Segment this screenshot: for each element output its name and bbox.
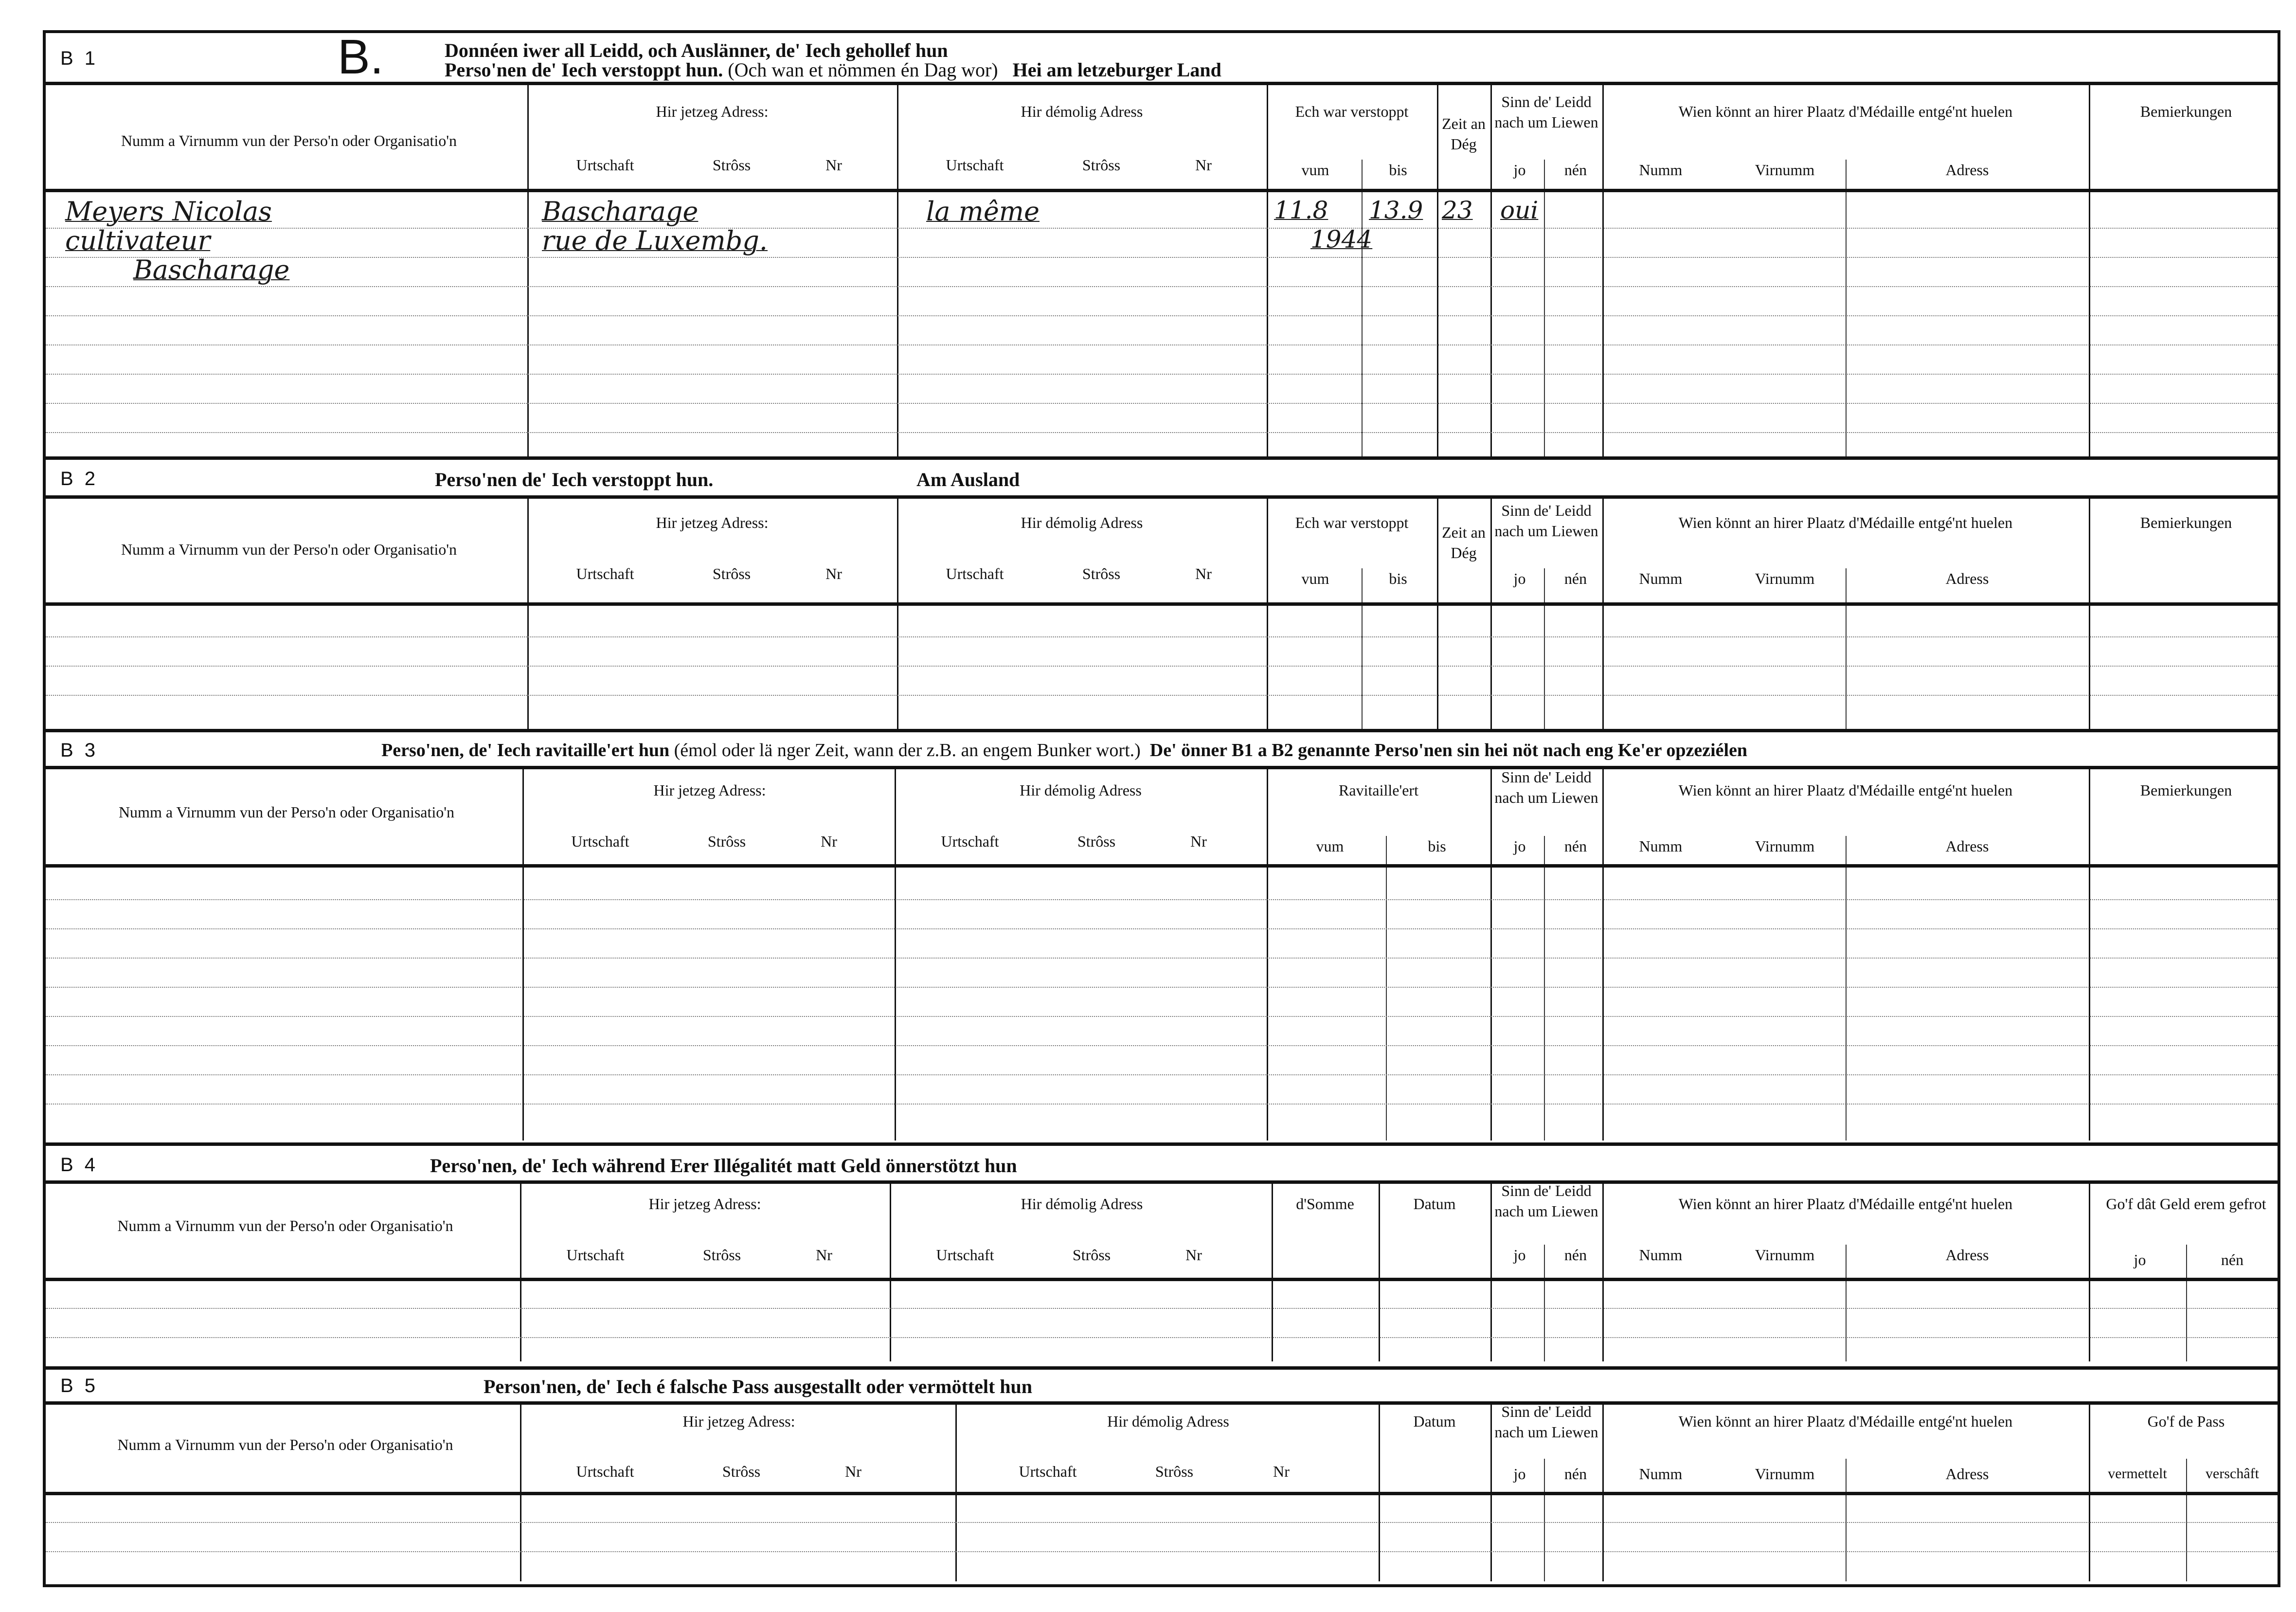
b1-col-divider (1490, 82, 1492, 456)
b1-entry-bis: 13.9 (1369, 196, 1423, 224)
section-b1 (46, 30, 2278, 456)
b3-name-header: Numm a Virnumm vun der Perso'n oder Organisatio'n (118, 803, 455, 821)
b3-title (381, 740, 1747, 761)
b1-row-line (46, 315, 2278, 316)
b3-row-line (46, 1045, 2278, 1046)
b5-title: Person'nen, de' Iech é falsche Pass ausgestallt oder vermöttelt hun (484, 1376, 1033, 1397)
b5-col-divider (520, 1401, 521, 1581)
b1-former-urtschaft-header: Urtschaft (946, 156, 1004, 174)
b3-col-divider (1490, 766, 1492, 1141)
b4-col-divider (2186, 1245, 2187, 1361)
b1-former-nr-header: Nr (1195, 156, 1212, 174)
b1-entry-current-line2: rue de Luxembg. (542, 225, 768, 256)
b4-row-line (46, 1308, 2278, 1309)
b1-urtschaft-header: Urtschaft (576, 156, 634, 174)
b2-days-header: Zeit an Dég (1442, 524, 1486, 561)
b4-row-line (46, 1337, 2278, 1338)
b1-title-line2-end: Hei am letzeburger Land (1012, 59, 1221, 81)
b1-former-address-header: Hir démolig Adress (1021, 103, 1143, 120)
b3-medal-header: Wien könnt an hirer Plaatz d'Médaille entgé'nt huelen (1678, 781, 2013, 799)
b2-col-divider (1267, 495, 1268, 729)
b5-numm-header: Numm (1639, 1465, 1683, 1483)
b1-entry-current-line1: Bascharage (542, 196, 699, 227)
b3-remarks-header: Bemierkungen (2140, 781, 2232, 799)
b1-medal-header: Wien könnt an hirer Plaatz d'Médaille entgé'nt huelen (1678, 103, 2013, 120)
b2-medal-header: Wien könnt an hirer Plaatz d'Médaille entgé'nt huelen (1678, 514, 2013, 531)
b2-stross-header: Strôss (712, 565, 751, 582)
b3-row-line (46, 958, 2278, 959)
b1-row-line (46, 286, 2278, 287)
b3-bis-header: bis (1428, 837, 1446, 855)
b3-row-line (46, 1016, 2278, 1017)
b5-vermettelt-header: vermettelt (2108, 1466, 2167, 1482)
b3-row-line (46, 1074, 2278, 1075)
b2-col-divider (2089, 495, 2090, 729)
b3-col-divider (1267, 766, 1268, 1141)
b4-gof-header: Go'f dât Geld erem gefrot (2106, 1195, 2266, 1213)
b2-virnumm-header: Virnumm (1755, 570, 1815, 587)
b5-col-divider (2089, 1401, 2090, 1581)
b1-header-rule (46, 189, 2278, 192)
b2-bottom-rule (46, 729, 2278, 732)
b1-bis-header: bis (1389, 161, 1407, 179)
b1-bottom-rule (46, 456, 2278, 460)
b3-row-line (46, 928, 2278, 929)
b2-top-rule (46, 495, 2278, 499)
b2-col-divider (1846, 568, 1847, 729)
b2-col-divider (1437, 495, 1438, 729)
b3-title-normal: (émol oder lä nger Zeit, wann der z.B. an engem Bunker wort.) (674, 740, 1141, 761)
b3-current-address-header: Hir jetzeg Adress: (653, 781, 766, 799)
b2-row-line (46, 636, 2278, 637)
b1-entry-year: 1944 (1310, 225, 1373, 254)
b1-title-line1: Donnéen iwer all Leidd, och Auslänner, de' Iech gehollef hun (445, 39, 948, 61)
b3-stross-header: Strôss (707, 833, 746, 850)
b3-nr-header: Nr (821, 833, 837, 850)
b5-former-address-header: Hir démolig Adress (1107, 1413, 1229, 1430)
b1-title-line2 (445, 58, 1221, 81)
b4-col-divider (1379, 1180, 1380, 1361)
b3-title-bold: Perso'nen, de' Iech ravitaille'ert hun (381, 740, 670, 761)
b1-name-header: Numm a Virnumm vun der Perso'n oder Organisatio'n (121, 132, 457, 149)
b3-jo-header: jo (1513, 837, 1526, 855)
b1-col-divider (1267, 82, 1268, 456)
b1-entry-vum: 11.8 (1274, 196, 1328, 224)
b3-col-divider (1846, 836, 1847, 1141)
b2-col-divider (1602, 495, 1604, 729)
b1-col-divider (1362, 160, 1363, 456)
section-label-b2: B 2 (60, 468, 99, 489)
b2-former-stross-header: Strôss (1082, 565, 1121, 582)
b3-title-end: De' önner B1 a B2 genannte Perso'nen sin hei nöt nach eng Ke'er opzeziélen (1149, 740, 1748, 761)
b4-jo-header: jo (1513, 1246, 1526, 1264)
b1-entry-name-line2: cultivateur (65, 225, 211, 256)
b5-medal-header: Wien könnt an hirer Plaatz d'Médaille entgé'nt huelen (1678, 1413, 2013, 1430)
b4-current-address-header: Hir jetzeg Adress: (648, 1195, 761, 1213)
b4-urtschaft-header: Urtschaft (566, 1246, 625, 1264)
b3-header-rule (46, 864, 2278, 868)
b4-header-rule (46, 1278, 2278, 1281)
b4-stross-header: Strôss (702, 1246, 741, 1264)
b4-virnumm-header: Virnumm (1755, 1246, 1815, 1264)
b5-former-stross-header: Strôss (1155, 1463, 1194, 1480)
section-b3 (46, 734, 2278, 1147)
b2-bis-header: bis (1389, 570, 1407, 587)
b4-top-rule (46, 1180, 2278, 1184)
b1-entry-days: 23 (1442, 196, 1473, 224)
b4-col-divider (1490, 1180, 1492, 1361)
b2-title-end: Am Ausland (916, 469, 1020, 490)
b1-entry-former: la même (926, 196, 1040, 227)
section-b5 (46, 1371, 2278, 1585)
b2-urtschaft-header: Urtschaft (576, 565, 634, 582)
b1-hidden-header: Ech war verstoppt (1295, 103, 1409, 120)
b4-former-urtschaft-header: Urtschaft (936, 1246, 994, 1264)
b5-current-address-header: Hir jetzeg Adress: (682, 1413, 795, 1430)
b3-col-divider (895, 766, 896, 1141)
section-label-b4: B 4 (60, 1154, 99, 1176)
b2-row-line (46, 666, 2278, 667)
b1-numm-header: Numm (1639, 161, 1683, 179)
b5-urtschaft-header: Urtschaft (576, 1463, 634, 1480)
b4-col-divider (1544, 1245, 1545, 1361)
b4-gof-jo-header: jo (2134, 1251, 2146, 1268)
b4-nr-header: Nr (816, 1246, 832, 1264)
b5-former-nr-header: Nr (1273, 1463, 1290, 1480)
b5-top-rule (46, 1401, 2278, 1405)
b4-medal-header: Wien könnt an hirer Plaatz d'Médaille entgé'nt huelen (1678, 1195, 2013, 1213)
b2-col-divider (527, 495, 529, 729)
b2-adress-header: Adress (1945, 570, 1989, 587)
b5-row-line (46, 1551, 2278, 1552)
b4-title: Perso'nen, de' Iech während Erer Illégalitét matt Geld önnerstötzt hun (430, 1155, 1017, 1177)
b4-col-divider (890, 1180, 891, 1361)
b4-alive-header: Sinn de' Leidd nach um Liewen (1494, 1182, 1598, 1220)
b1-row-line (46, 432, 2278, 433)
b1-col-divider (2089, 82, 2090, 456)
b1-nr-header: Nr (825, 156, 842, 174)
b1-remarks-header: Bemierkungen (2140, 103, 2232, 120)
b1-former-stross-header: Strôss (1082, 156, 1121, 174)
b2-former-urtschaft-header: Urtschaft (946, 565, 1004, 582)
b3-virnumm-header: Virnumm (1755, 837, 1815, 855)
b3-top-rule (46, 766, 2278, 769)
b2-former-nr-header: Nr (1195, 565, 1212, 582)
b4-numm-header: Numm (1639, 1246, 1683, 1264)
b2-col-divider (1544, 568, 1545, 729)
b5-col-divider (1490, 1401, 1492, 1581)
b1-stross-header: Strôss (712, 156, 751, 174)
b3-col-divider (1386, 836, 1387, 1141)
b2-row-line (46, 695, 2278, 696)
b1-top-rule (46, 82, 2278, 85)
b5-name-header: Numm a Virnumm vun der Perso'n oder Organisatio'n (117, 1436, 453, 1453)
b2-header-rule (46, 602, 2278, 606)
b1-jo-header: jo (1513, 161, 1526, 179)
section-label-b1: B 1 (60, 48, 99, 69)
form-sheet (43, 30, 2280, 1587)
b5-gof-header: Go'f de Pass (2147, 1413, 2225, 1430)
b1-nen-header: nén (1564, 161, 1587, 179)
b3-former-stross-header: Strôss (1077, 833, 1116, 850)
b1-col-divider (1846, 160, 1847, 456)
b1-adress-header: Adress (1945, 161, 1989, 179)
b1-current-address-header: Hir jetzeg Adress: (656, 103, 769, 120)
b1-title-line2-normal: (Och wan et nömmen én Dag wor) (728, 59, 998, 81)
b2-name-header: Numm a Virnumm vun der Perso'n oder Organisatio'n (121, 541, 457, 558)
b5-jo-header: jo (1513, 1465, 1526, 1483)
b3-col-divider (2089, 766, 2090, 1141)
b3-numm-header: Numm (1639, 837, 1683, 855)
b5-datum-header: Datum (1413, 1413, 1456, 1430)
b4-col-divider (520, 1180, 521, 1361)
section-b2 (46, 461, 2278, 734)
b1-col-divider (1602, 82, 1604, 456)
b5-col-divider (1544, 1459, 1545, 1581)
b3-row-line (46, 1104, 2278, 1105)
b3-row-line (46, 987, 2278, 988)
b3-nen-header: nén (1564, 837, 1587, 855)
b5-virnumm-header: Virnumm (1755, 1465, 1815, 1483)
b5-col-divider (1602, 1401, 1604, 1581)
b4-adress-header: Adress (1945, 1246, 1989, 1264)
b5-col-divider (1846, 1459, 1847, 1581)
b1-alive-header: Sinn de' Leidd nach um Liewen (1494, 93, 1598, 131)
b5-header-rule (46, 1492, 2278, 1495)
b3-col-divider (1544, 836, 1545, 1141)
b5-stross-header: Strôss (722, 1463, 761, 1480)
b2-vum-header: vum (1301, 570, 1329, 587)
b4-former-stross-header: Strôss (1072, 1246, 1111, 1264)
b5-col-divider (1379, 1401, 1380, 1581)
b1-row-line (46, 403, 2278, 404)
b2-title: Perso'nen de' Iech verstoppt hun. (435, 469, 714, 490)
b3-bottom-rule (46, 1142, 2278, 1146)
b1-col-divider (1544, 160, 1545, 456)
b4-former-address-header: Hir démolig Adress (1021, 1195, 1143, 1213)
b2-col-divider (897, 495, 898, 729)
b1-entry-name-line3: Bascharage (133, 254, 290, 285)
b5-adress-header: Adress (1945, 1465, 1989, 1483)
b3-col-divider (522, 766, 524, 1141)
b3-rav-header: Ravitaille'ert (1339, 781, 1418, 799)
b4-col-divider (1846, 1245, 1847, 1361)
b1-entry-alive: oui (1500, 196, 1539, 224)
b1-col-divider (527, 82, 529, 456)
b5-row-line (46, 1522, 2278, 1523)
b5-nr-header: Nr (845, 1463, 861, 1480)
b5-col-divider (2186, 1459, 2187, 1581)
b2-nr-header: Nr (825, 565, 842, 582)
b4-col-divider (2089, 1180, 2090, 1361)
b4-gof-nen-header: nén (2221, 1251, 2244, 1268)
b1-entry-name-line1: Meyers Nicolas (65, 196, 272, 227)
big-letter-b: B. (338, 30, 384, 84)
b2-jo-header: jo (1513, 570, 1526, 587)
b1-row-line (46, 257, 2278, 258)
b1-row-line (46, 374, 2278, 375)
b1-title-line2-bold: Perso'nen de' Iech verstoppt hun. (445, 59, 723, 81)
b5-nen-header: nén (1564, 1465, 1587, 1483)
b1-row-line (46, 228, 2278, 229)
section-b4 (46, 1147, 2278, 1366)
b1-vum-header: vum (1301, 161, 1329, 179)
b4-somme-header: d'Somme (1296, 1195, 1354, 1213)
b5-alive-header: Sinn de' Leidd nach um Liewen (1494, 1403, 1598, 1441)
section-label-b5: B 5 (60, 1375, 99, 1396)
b4-name-header: Numm a Virnumm vun der Perso'n oder Organisatio'n (117, 1217, 453, 1234)
b1-col-divider (1437, 82, 1438, 456)
b2-hidden-header: Ech war verstoppt (1295, 514, 1409, 531)
b1-row-line (46, 344, 2278, 345)
section-label-b3: B 3 (60, 740, 99, 761)
b1-virnumm-header: Virnumm (1755, 161, 1815, 179)
b4-bottom-rule (46, 1366, 2278, 1370)
b4-col-divider (1272, 1180, 1273, 1361)
b5-former-urtschaft-header: Urtschaft (1019, 1463, 1077, 1480)
b2-nen-header: nén (1564, 570, 1587, 587)
b2-remarks-header: Bemierkungen (2140, 514, 2232, 531)
b4-nen-header: nén (1564, 1246, 1587, 1264)
b2-col-divider (1362, 568, 1363, 729)
b2-numm-header: Numm (1639, 570, 1683, 587)
b4-former-nr-header: Nr (1185, 1246, 1202, 1264)
b5-col-divider (955, 1401, 957, 1581)
b3-col-divider (1602, 766, 1604, 1141)
b3-adress-header: Adress (1945, 837, 1989, 855)
b4-col-divider (1602, 1180, 1604, 1361)
b1-col-divider (897, 82, 898, 456)
b2-former-address-header: Hir démolig Adress (1021, 514, 1143, 531)
b2-alive-header: Sinn de' Leidd nach um Liewen (1494, 502, 1598, 540)
b5-verschaft-header: verschâft (2206, 1466, 2259, 1482)
b3-row-line (46, 899, 2278, 900)
b3-former-address-header: Hir démolig Adress (1020, 781, 1142, 799)
b2-col-divider (1490, 495, 1492, 729)
b3-alive-header: Sinn de' Leidd nach um Liewen (1494, 768, 1598, 806)
b3-former-urtschaft-header: Urtschaft (941, 833, 999, 850)
b3-former-nr-header: Nr (1190, 833, 1207, 850)
b1-days-header: Zeit an Dég (1442, 115, 1486, 153)
b3-urtschaft-header: Urtschaft (571, 833, 629, 850)
b3-vum-header: vum (1316, 837, 1344, 855)
b2-current-address-header: Hir jetzeg Adress: (656, 514, 769, 531)
b4-datum-header: Datum (1413, 1195, 1456, 1213)
